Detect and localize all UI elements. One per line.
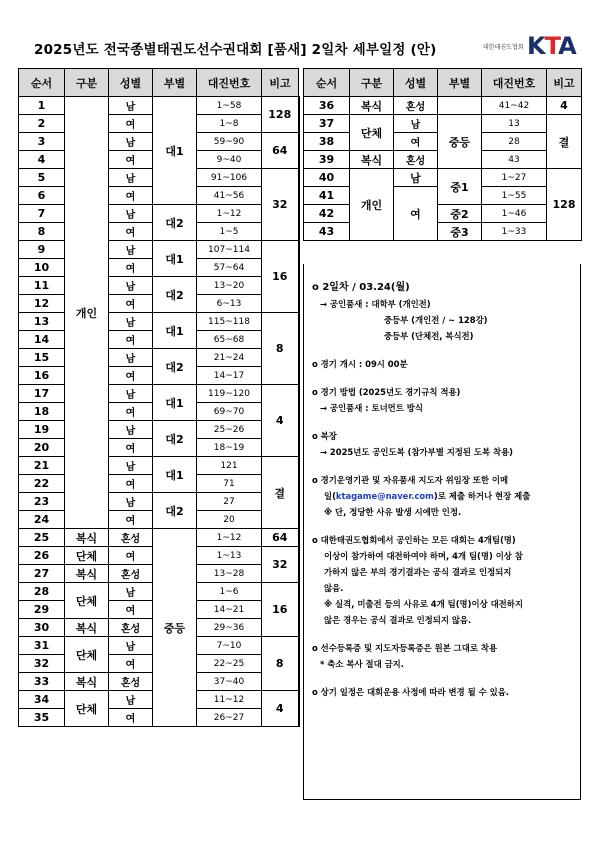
gender-cell: 여 [109, 259, 153, 277]
bracket-cell: 28 [482, 133, 547, 151]
note-cell: 128 [262, 97, 299, 133]
gender-cell: 남 [109, 241, 153, 259]
header-division: 부별 [438, 69, 482, 97]
table-row [19, 421, 299, 439]
gender-cell: 남 [109, 421, 153, 439]
table-row [304, 223, 582, 241]
logo-mark: KTA [527, 32, 576, 60]
gender-cell: 여 [109, 295, 153, 313]
order-cell: 27 [19, 565, 65, 583]
gender-cell: 혼성 [394, 97, 438, 115]
order-cell: 29 [19, 601, 65, 619]
bracket-cell: 18~19 [197, 439, 262, 457]
header-category: 구분 [65, 69, 109, 97]
category-cell: 개인 [350, 169, 394, 241]
order-cell: 10 [19, 259, 65, 277]
order-cell: 4 [19, 151, 65, 169]
category-cell: 단체 [65, 637, 109, 673]
order-cell: 32 [19, 655, 65, 673]
note-cell: 16 [262, 241, 299, 313]
category-cell: 복식 [65, 673, 109, 691]
gender-cell: 남 [394, 169, 438, 187]
table-row [19, 277, 299, 295]
order-cell: 7 [19, 205, 65, 223]
header-note: 비고 [262, 69, 299, 97]
gender-cell: 여 [109, 223, 153, 241]
order-cell: 18 [19, 403, 65, 421]
header-gender: 성별 [109, 69, 153, 97]
bracket-cell: 1~12 [197, 529, 262, 547]
bracket-cell: 14~17 [197, 367, 262, 385]
gender-cell: 남 [109, 349, 153, 367]
order-cell: 16 [19, 367, 65, 385]
bracket-cell: 115~118 [197, 313, 262, 331]
gender-cell: 혼성 [109, 529, 153, 547]
bracket-cell: 119~120 [197, 385, 262, 403]
note-line: 않음. [324, 583, 344, 593]
order-cell: 31 [19, 637, 65, 655]
header-note: 비고 [547, 69, 582, 97]
order-cell: 24 [19, 511, 65, 529]
division-cell [438, 97, 482, 115]
gender-cell: 혼성 [109, 673, 153, 691]
bracket-cell: 13 [482, 115, 547, 133]
order-cell: 37 [304, 115, 350, 133]
order-cell: 12 [19, 295, 65, 313]
order-cell: 22 [19, 475, 65, 493]
kta-logo [483, 30, 575, 60]
gender-cell: 남 [109, 133, 153, 151]
note-day-heading: o 2일차 / 03.24(월) [312, 282, 410, 293]
gender-cell: 여 [109, 439, 153, 457]
bracket-cell: 9~40 [197, 151, 262, 169]
bracket-cell: 14~21 [197, 601, 262, 619]
bracket-cell: 20 [197, 511, 262, 529]
order-cell: 19 [19, 421, 65, 439]
gender-cell: 여 [109, 511, 153, 529]
gender-cell: 남 [109, 97, 153, 115]
note-cell: 8 [262, 313, 299, 385]
note-line: 가하지 않은 부의 경기결과는 공식 결과로 인정되지 [324, 567, 512, 577]
table-row [19, 205, 299, 223]
note-cell: 4 [262, 691, 299, 727]
bracket-cell: 13~20 [197, 277, 262, 295]
schedule-table-right [303, 68, 582, 241]
order-cell: 14 [19, 331, 65, 349]
note-cell: 결 [262, 457, 299, 529]
note-line: 중등부 (개인전 / ~ 128강) [384, 315, 488, 325]
order-cell: 26 [19, 547, 65, 565]
header-order: 순서 [19, 69, 65, 97]
notes-section [312, 280, 577, 712]
category-cell: 단체 [65, 547, 109, 565]
category-cell: 단체 [65, 583, 109, 619]
order-cell: 25 [19, 529, 65, 547]
note-cell: 128 [547, 169, 582, 241]
order-cell: 41 [304, 187, 350, 205]
note-cell: 64 [262, 529, 299, 547]
bracket-cell: 107~114 [197, 241, 262, 259]
gender-cell: 여 [109, 187, 153, 205]
division-cell: 중등 [153, 529, 197, 727]
order-cell: 43 [304, 223, 350, 241]
order-cell: 39 [304, 151, 350, 169]
division-cell: 대1 [153, 97, 197, 205]
bracket-cell: 37~40 [197, 673, 262, 691]
bracket-cell: 6~13 [197, 295, 262, 313]
gender-cell: 혼성 [109, 565, 153, 583]
bracket-cell: 21~24 [197, 349, 262, 367]
note-line: → 공인품새 : 토너먼트 방식 [320, 403, 423, 413]
gender-cell: 여 [109, 403, 153, 421]
gender-cell: 남 [109, 169, 153, 187]
gender-cell: 여 [109, 151, 153, 169]
order-cell: 17 [19, 385, 65, 403]
bracket-cell: 57~64 [197, 259, 262, 277]
division-cell: 대2 [153, 277, 197, 313]
order-cell: 5 [19, 169, 65, 187]
table-row [19, 493, 299, 511]
division-cell: 중3 [438, 223, 482, 241]
gender-cell: 남 [109, 637, 153, 655]
header-division: 부별 [153, 69, 197, 97]
bracket-cell: 121 [197, 457, 262, 475]
header-category: 구분 [350, 69, 394, 97]
category-cell: 단체 [65, 691, 109, 727]
bracket-cell: 7~10 [197, 637, 262, 655]
bracket-cell: 71 [197, 475, 262, 493]
category-cell: 개인 [65, 97, 109, 529]
division-cell: 대2 [153, 421, 197, 457]
bracket-cell: 1~55 [482, 187, 547, 205]
category-cell: 단체 [350, 115, 394, 151]
division-cell: 대1 [153, 385, 197, 421]
note-line: → 공인품새 : 대학부 (개인전) [320, 299, 431, 309]
order-cell: 13 [19, 313, 65, 331]
division-cell: 대1 [153, 457, 197, 493]
division-cell: 대2 [153, 493, 197, 529]
note-line: 않은 경우는 공식 결과로 인정되지 않음. [324, 615, 472, 625]
division-cell: 중2 [438, 205, 482, 223]
order-cell: 9 [19, 241, 65, 259]
table-row [304, 169, 582, 187]
note-line: * 축소 복사 절대 금지. [320, 659, 404, 669]
gender-cell: 여 [109, 367, 153, 385]
gender-cell: 여 [394, 133, 438, 151]
gender-cell: 남 [109, 691, 153, 709]
note-line: 중등부 (단체전, 복식전) [384, 331, 474, 341]
gender-cell: 혼성 [394, 151, 438, 169]
note-line: ※ 단, 정당한 사유 발생 시에만 인정. [324, 507, 462, 517]
bracket-cell: 1~33 [482, 223, 547, 241]
note-cell: 4 [547, 97, 582, 115]
order-cell: 38 [304, 133, 350, 151]
gender-cell: 여 [109, 115, 153, 133]
table-row [19, 349, 299, 367]
bracket-cell: 1~6 [197, 583, 262, 601]
order-cell: 8 [19, 223, 65, 241]
gender-cell: 남 [109, 277, 153, 295]
order-cell: 40 [304, 169, 350, 187]
bracket-cell: 65~68 [197, 331, 262, 349]
bracket-cell: 1~27 [482, 169, 547, 187]
bracket-cell: 1~5 [197, 223, 262, 241]
gender-cell: 남 [109, 583, 153, 601]
category-cell: 복식 [350, 151, 394, 169]
category-cell: 복식 [65, 529, 109, 547]
gender-cell: 여 [109, 655, 153, 673]
note-line: → 2025년도 공인도복 (참가부별 지정된 도복 착용) [320, 447, 514, 457]
bracket-cell: 1~58 [197, 97, 262, 115]
order-cell: 33 [19, 673, 65, 691]
bracket-cell: 13~28 [197, 565, 262, 583]
bracket-cell: 26~27 [197, 709, 262, 727]
header-order: 순서 [304, 69, 350, 97]
order-cell: 11 [19, 277, 65, 295]
division-cell: 중1 [438, 169, 482, 205]
table-row [304, 115, 582, 133]
division-cell: 중등 [438, 115, 482, 169]
order-cell: 2 [19, 115, 65, 133]
note-line: o 선수등록증 및 지도자등록증은 원본 그대로 착용 [312, 643, 498, 653]
order-cell: 21 [19, 457, 65, 475]
category-cell: 복식 [350, 97, 394, 115]
table-header-row [304, 69, 582, 97]
order-cell: 1 [19, 97, 65, 115]
table-header-row [19, 69, 299, 97]
gender-cell: 남 [394, 115, 438, 133]
bracket-cell: 91~106 [197, 169, 262, 187]
bracket-cell: 1~13 [197, 547, 262, 565]
gender-cell: 여 [109, 475, 153, 493]
note-line: 일(ktagame@naver.com)로 제출 하거나 현장 제출 [324, 491, 531, 501]
category-cell: 복식 [65, 619, 109, 637]
note-cell: 32 [262, 547, 299, 583]
division-cell: 대1 [153, 241, 197, 277]
table-row [19, 241, 299, 259]
email-link[interactable]: ktagame@naver.com [335, 491, 434, 501]
schedule-table-left [18, 68, 300, 727]
table-row [19, 385, 299, 403]
note-cell: 16 [262, 583, 299, 637]
gender-cell: 여 [109, 331, 153, 349]
order-cell: 3 [19, 133, 65, 151]
table-row [19, 97, 299, 115]
logo-org-name: 대한태권도협회 [483, 44, 524, 51]
note-attire: o 복장 [312, 431, 337, 441]
gender-cell: 여 [394, 187, 438, 241]
table-row [304, 97, 582, 115]
gender-cell: 혼성 [109, 619, 153, 637]
order-cell: 28 [19, 583, 65, 601]
gender-cell: 남 [109, 493, 153, 511]
bracket-cell: 41~42 [482, 97, 547, 115]
category-cell: 복식 [65, 565, 109, 583]
order-cell: 36 [304, 97, 350, 115]
note-line: o 경기운영기관 및 자유품새 지도자 위임장 또한 이메 [312, 475, 509, 485]
division-cell: 대1 [153, 313, 197, 349]
bracket-cell: 11~12 [197, 691, 262, 709]
gender-cell: 남 [109, 205, 153, 223]
bracket-cell: 69~70 [197, 403, 262, 421]
table-row [19, 457, 299, 475]
note-line: ※ 실격, 미출전 등의 사유로 4개 팀(명)이상 대전하지 [324, 599, 523, 609]
gender-cell: 남 [109, 313, 153, 331]
order-cell: 35 [19, 709, 65, 727]
bracket-cell: 22~25 [197, 655, 262, 673]
order-cell: 6 [19, 187, 65, 205]
order-cell: 30 [19, 619, 65, 637]
bracket-cell: 1~12 [197, 205, 262, 223]
table-row [304, 205, 582, 223]
bracket-cell: 41~56 [197, 187, 262, 205]
gender-cell: 남 [109, 457, 153, 475]
note-cell: 4 [262, 385, 299, 457]
note-cell: 64 [262, 133, 299, 169]
note-cell: 32 [262, 169, 299, 241]
page-title: 2025년도 전국종별태권도선수권대회 [품새] 2일차 세부일정 (안) [34, 42, 437, 58]
order-cell: 23 [19, 493, 65, 511]
gender-cell: 여 [109, 601, 153, 619]
bracket-cell: 27 [197, 493, 262, 511]
bracket-cell: 25~26 [197, 421, 262, 439]
order-cell: 15 [19, 349, 65, 367]
note-line: o 대한태권도협회에서 공인하는 모든 대회는 4개팀(명) [312, 535, 516, 545]
bracket-cell: 43 [482, 151, 547, 169]
division-cell: 대2 [153, 205, 197, 241]
gender-cell: 여 [109, 547, 153, 565]
bracket-cell: 1~8 [197, 115, 262, 133]
table-row [19, 529, 299, 547]
note-cell: 8 [262, 637, 299, 691]
order-cell: 34 [19, 691, 65, 709]
note-cell: 결 [547, 115, 582, 169]
table-row [19, 313, 299, 331]
header-bracket: 대진번호 [482, 69, 547, 97]
order-cell: 20 [19, 439, 65, 457]
order-cell: 42 [304, 205, 350, 223]
bracket-cell: 59~90 [197, 133, 262, 151]
header-bracket: 대진번호 [197, 69, 262, 97]
bracket-cell: 1~46 [482, 205, 547, 223]
note-method: o 경기 방법 (2025년도 경기규칙 적용) [312, 387, 461, 397]
gender-cell: 남 [109, 385, 153, 403]
gender-cell: 여 [109, 709, 153, 727]
bracket-cell: 29~36 [197, 619, 262, 637]
header-gender: 성별 [394, 69, 438, 97]
division-cell: 대2 [153, 349, 197, 385]
note-line: 이상이 참가하여 대전하여야 하며, 4개 팀(명) 이상 참 [324, 551, 523, 561]
note-start-time: o 경기 개시 : 09시 00분 [312, 359, 408, 369]
note-line: o 상기 일정은 대회운용 사정에 따라 변경 될 수 있음. [312, 687, 509, 697]
